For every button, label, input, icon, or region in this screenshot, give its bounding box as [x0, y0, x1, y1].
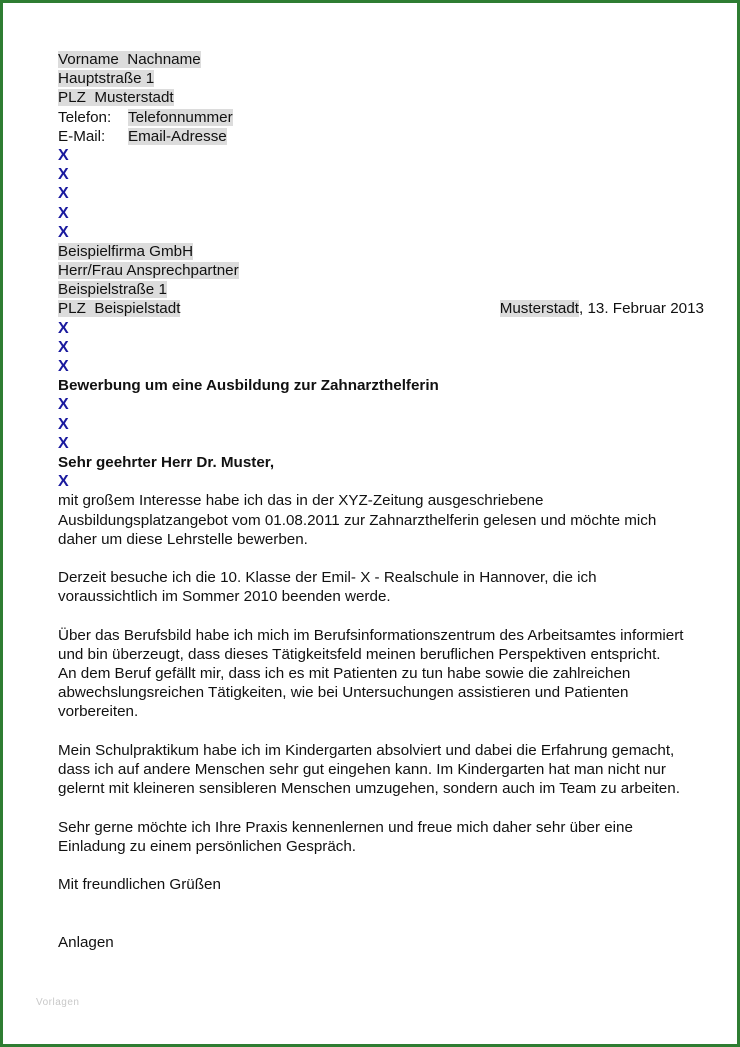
- letter-date: [500, 299, 704, 318]
- blank-line-marker: X: [58, 338, 69, 356]
- blank-line-marker: X: [58, 319, 69, 337]
- recipient-street: Beispielstraße 1: [58, 281, 167, 299]
- body-paragraph: Sehr gerne möchte ich Ihre Praxis kennenlernen und freue mich daher sehr über eine Einladung zu einem persönlichen Gespräch.: [58, 818, 633, 855]
- body-paragraph: Über das Berufsbild habe ich mich im Berufsinformationszentrum des Arbeitsamtes informiert und bin überzeugt, dass dieses Tätigkeitsfeld meinen beruflichen Perspektiven entspricht. An dem Beruf gefällt mir, dass ich es mit Patienten zu tun habe sowie die zahlreichen abwechslungsreichen Tätigkeiten, wie bei Untersuchungen assistieren und Patienten vorbereiten.: [58, 626, 684, 721]
- recipient-contact: Herr/Frau Ansprechpartner: [58, 262, 239, 280]
- attachments-label: Anlagen: [58, 933, 114, 951]
- email-label: E-Mail:: [58, 127, 106, 145]
- blank-line-marker: X: [58, 204, 69, 222]
- sender-phone-line: [58, 108, 704, 127]
- body-paragraph: Derzeit besuche ich die 10. Klasse der Emil- X - Realschule in Hannover, die ich voraussichtlich im Sommer 2010 beenden werde.: [58, 569, 597, 606]
- sender-city-line: [58, 88, 704, 107]
- phone-value: Telefonnummer: [128, 108, 233, 126]
- sender-city: Musterstadt: [94, 89, 174, 107]
- salutation: Sehr geehrter Herr Dr. Muster,: [58, 453, 275, 471]
- sender-name: [58, 50, 704, 69]
- recipient-city: Beispielstadt: [94, 300, 181, 318]
- blank-line-marker: X: [58, 473, 69, 491]
- blank-line-marker: X: [58, 415, 69, 433]
- sender-last-name: Nachname: [127, 51, 201, 68]
- blank-line-marker: X: [58, 146, 69, 164]
- closing: Mit freundlichen Grüßen: [58, 876, 221, 894]
- blank-line-marker: X: [58, 396, 69, 414]
- blank-line-marker: X: [58, 166, 69, 184]
- recipient-city-line: [58, 299, 704, 318]
- blank-line-marker: X: [58, 358, 69, 375]
- sender-email-line: [58, 127, 704, 146]
- watermark: Vorlagen: [36, 997, 80, 1008]
- blank-line-marker: X: [58, 185, 69, 203]
- blank-line-marker: X: [58, 223, 69, 241]
- recipient-company: Beispielfirma GmbH: [58, 242, 194, 260]
- date-text: , 13. Februar 2013: [579, 300, 704, 318]
- sender-plz: PLZ: [58, 89, 86, 107]
- blank-line-marker: X: [58, 434, 69, 452]
- email-value: Email-Adresse: [128, 127, 227, 145]
- letter-page: [58, 50, 704, 952]
- sender-street: Hauptstraße 1: [58, 70, 155, 88]
- body-paragraph: mit großem Interesse habe ich das in der XYZ-Zeitung ausgeschriebene Ausbildungsplatzangebot vom 01.08.2011 zur Zahnarzthelferin gelesen und möchte mich daher um diese Lehrstelle bewerben.: [58, 492, 657, 548]
- body-paragraph: Mein Schulpraktikum habe ich im Kindergarten absolviert und dabei die Erfahrung gemacht, dass ich auf andere Menschen sehr gut eingehen kann. Im Kindergarten hat man nicht nur gelernt mit kleineren sensibleren Menschen umzugehen, sondern auch im Team zu arbeiten.: [58, 741, 680, 798]
- phone-label: Telefon:: [58, 108, 112, 126]
- subject-line: Bewerbung um eine Ausbildung zur Zahnarzthelferin: [58, 377, 439, 395]
- recipient-plz: PLZ: [58, 300, 86, 318]
- sender-first-name: Vorname: [58, 51, 119, 68]
- date-place: Musterstadt: [499, 300, 580, 318]
